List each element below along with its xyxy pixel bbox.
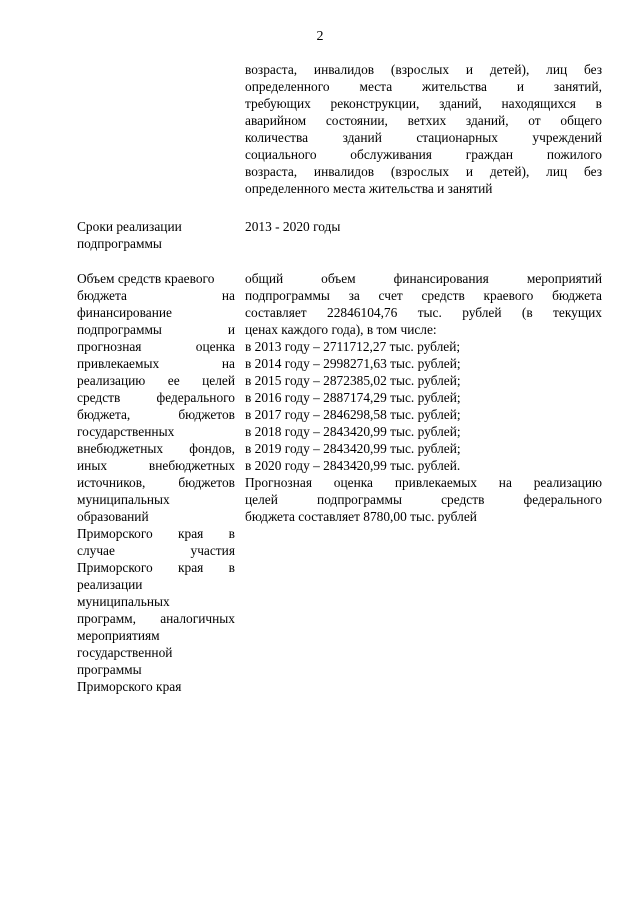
label-line: прогнозная оценка	[77, 339, 235, 354]
value-line: в 2016 году – 2887174,29 тыс. рублей;	[245, 390, 461, 405]
text-line: возраста, инвалидов (взрослых и детей), лиц без	[245, 164, 602, 179]
label-line: реализацию ее целей	[77, 373, 235, 388]
value-line: общий объем финансирования мероприятий	[245, 271, 602, 286]
label-line: муниципальных	[77, 594, 170, 609]
label-line: Приморского края в	[77, 526, 235, 541]
label-line: программы	[77, 662, 142, 677]
value-line: в 2019 году – 2843420,99 тыс. рублей;	[245, 441, 461, 456]
label-line: Сроки реализации	[77, 219, 182, 234]
value-line: в 2017 году – 2846298,58 тыс. рублей;	[245, 407, 461, 422]
value-line: Прогнозная оценка привлекаемых на реализацию	[245, 475, 602, 490]
label-line: Приморского края в	[77, 560, 235, 575]
label-line: государственной	[77, 645, 173, 660]
text-line: количества зданий стационарных учреждений	[245, 130, 602, 145]
label-line: Объем средств краевого	[77, 271, 215, 286]
text-line: требующих реконструкции, зданий, находящихся в	[245, 96, 602, 111]
label-line: муниципальных	[77, 492, 170, 507]
page-number: 2	[316, 29, 324, 44]
text-line: возраста, инвалидов (взрослых и детей), лиц без	[245, 62, 602, 77]
value-line: в 2013 году – 2711712,27 тыс. рублей;	[245, 339, 461, 354]
label-line: подпрограммы	[77, 236, 162, 251]
label-line: подпрограммы и	[77, 322, 235, 337]
text-line: определенного места жительства и занятий	[245, 181, 493, 196]
timeline-label	[77, 218, 235, 252]
label-line: бюджета, бюджетов	[77, 407, 235, 422]
label-line: финансирование	[77, 305, 172, 320]
label-line: иных внебюджетных	[77, 458, 235, 473]
label-line: бюджета на	[77, 288, 235, 303]
value-line: в 2014 году – 2998271,63 тыс. рублей;	[245, 356, 461, 371]
timeline-value	[245, 218, 602, 235]
funding-label	[77, 270, 235, 695]
value-line: подпрограммы за счет средств краевого бюджета	[245, 288, 602, 303]
value-line: 2013 - 2020 годы	[245, 219, 341, 234]
label-line: привлекаемых на	[77, 356, 235, 371]
label-line: программ, аналогичных	[77, 611, 235, 626]
value-line: в 2018 году – 2843420,99 тыс. рублей;	[245, 424, 461, 439]
text-line: определенного места жительства и занятий,	[245, 79, 602, 94]
label-line: мероприятиям	[77, 628, 160, 643]
value-line: в 2020 году – 2843420,99 тыс. рублей.	[245, 458, 461, 473]
value-line: ценах каждого года), в том числе:	[245, 322, 437, 337]
label-line: образований	[77, 509, 149, 524]
label-line: случае участия	[77, 543, 235, 558]
label-line: источников, бюджетов	[77, 475, 235, 490]
text-line: аварийном состоянии, ветхих зданий, от общего	[245, 113, 602, 128]
goals-continuation-text	[245, 61, 602, 197]
text-line: социального обслуживания граждан пожилого	[245, 147, 602, 162]
label-line: реализации	[77, 577, 143, 592]
label-line: средств федерального	[77, 390, 235, 405]
value-line: целей подпрограммы средств федерального	[245, 492, 602, 507]
value-line: составляет 22846104,76 тыс. рублей (в текущих	[245, 305, 602, 320]
label-line: внебюджетных фондов,	[77, 441, 235, 456]
value-line: бюджета составляет 8780,00 тыс. рублей	[245, 509, 477, 524]
label-line: Приморского края	[77, 679, 182, 694]
funding-value	[245, 270, 602, 525]
label-line: государственных	[77, 424, 175, 439]
value-line: в 2015 году – 2872385,02 тыс. рублей;	[245, 373, 461, 388]
